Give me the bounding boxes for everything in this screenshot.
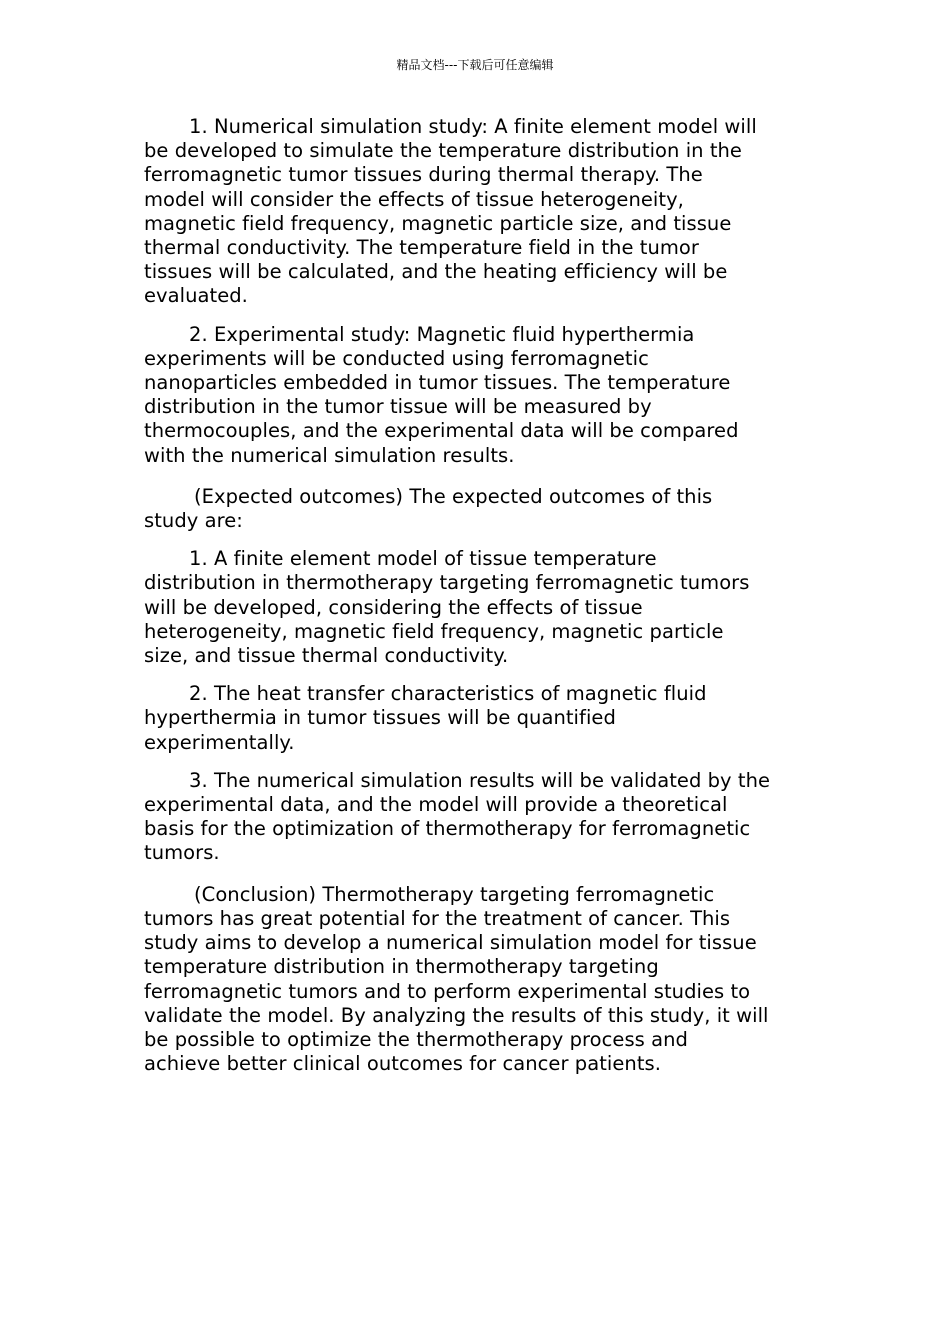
text-line: ferromagnetic tumor tissues during thermal therapy. The	[144, 163, 703, 187]
document-body	[144, 115, 808, 1076]
paragraph-numerical-simulation	[144, 115, 808, 309]
paragraph-outcome-1	[144, 547, 808, 668]
text-line: magnetic field frequency, magnetic particle size, and tissue	[144, 211, 732, 235]
text-line: ferromagnetic tumors and to perform experimental studies to	[144, 979, 751, 1003]
text-line: heterogeneity, magnetic field frequency, magnetic particle	[144, 619, 724, 643]
text-line: with the numerical simulation results.	[144, 443, 515, 467]
paragraph-outcome-3	[144, 769, 808, 866]
text-line: study aims to develop a numerical simulation model for tissue	[144, 931, 757, 955]
text-line: hyperthermia in tumor tissues will be quantified	[144, 706, 616, 730]
text-line: distribution in the tumor tissue will be measured by	[144, 395, 652, 419]
text-line: tumors has great potential for the treatment of cancer. This	[144, 906, 731, 930]
text-line: achieve better clinical outcomes for cancer patients.	[144, 1052, 661, 1076]
text-line: be developed to simulate the temperature distribution in the	[144, 139, 742, 163]
text-line: experimental data, and the model will provide a theoretical	[144, 793, 728, 817]
text-line: nanoparticles embedded in tumor tissues. The temperature	[144, 371, 731, 395]
text-line: be possible to optimize the thermotherapy process and	[144, 1027, 688, 1051]
text-line: 1. A finite element model of tissue temperature	[189, 547, 657, 571]
paragraph-conclusion	[144, 883, 808, 1077]
text-line: thermocouples, and the experimental data will be compared	[144, 419, 739, 443]
text-line: experimentally.	[144, 730, 295, 754]
text-line: size, and tissue thermal conductivity.	[144, 644, 509, 668]
text-line: 2. Experimental study: Magnetic fluid hyperthermia	[189, 322, 695, 346]
text-line: evaluated.	[144, 284, 248, 308]
paragraph-expected-outcomes	[144, 485, 808, 533]
text-line: 1. Numerical simulation study: A finite element model will	[189, 115, 757, 138]
text-line: model will consider the effects of tissue heterogeneity,	[144, 187, 684, 211]
text-line: temperature distribution in thermotherapy targeting	[144, 955, 659, 979]
paragraph-experimental-study	[144, 323, 808, 468]
text-line: tumors.	[144, 841, 220, 865]
text-line: thermal conductivity. The temperature field in the tumor	[144, 236, 699, 260]
page-header: 精品文档---下载后可任意编辑	[396, 58, 554, 72]
paragraph-outcome-2	[144, 682, 808, 755]
text-line: study are:	[144, 509, 243, 533]
text-line: will be developed, considering the effects of tissue	[144, 595, 643, 619]
text-line: 2. The heat transfer characteristics of magnetic fluid	[189, 682, 707, 706]
text-line: experiments will be conducted using ferromagnetic	[144, 346, 649, 370]
text-line: validate the model. By analyzing the results of this study, it will	[144, 1003, 769, 1027]
text-line: basis for the optimization of thermotherapy for ferromagnetic	[144, 817, 751, 841]
text-line: tissues will be calculated, and the heating efficiency will be	[144, 260, 728, 284]
text-line: distribution in thermotherapy targeting ferromagnetic tumors	[144, 571, 750, 595]
text-line: 3. The numerical simulation results will be validated by the	[189, 768, 771, 792]
text-line: (Conclusion) Thermotherapy targeting ferromagnetic	[194, 882, 715, 906]
text-line: (Expected outcomes) The expected outcomes of this	[194, 484, 713, 508]
